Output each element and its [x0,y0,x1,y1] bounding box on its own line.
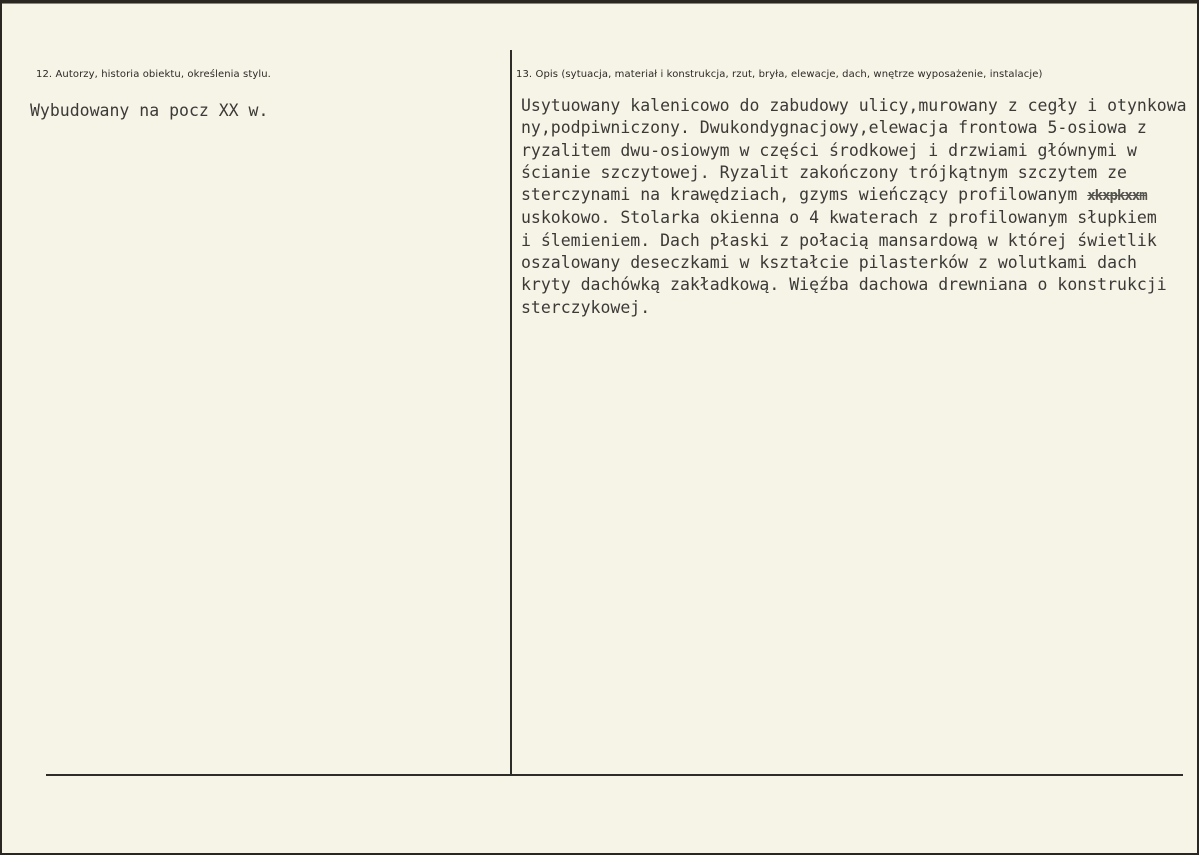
horizontal-divider [46,774,1183,776]
section-13-header: 13. Opis (sytuacja, materiał i konstrukcja, rzut, bryła, elewacje, dach, wnętrze wyposażenie, instalacje) [516,69,1043,80]
text-line: i ślemieniem. Dach płaski z połacią mansardową w której świetlik [521,230,1157,250]
text-line: kryty dachówką zakładkową. Więźba dachowa drewniana o konstrukcji [521,275,1167,295]
struck-out-text: xkxpkxxm [1087,188,1147,205]
section-13-text [521,95,1187,319]
form-card [2,3,1197,853]
section-12-header: 12. Autorzy, historia obiektu, określenia stylu. [36,69,271,80]
section-12-text: Wybudowany na pocz XX w. [30,101,269,120]
text-line: ryzalitem dwu-osiowym w części środkowej i drzwiami głównymi w [521,140,1137,160]
vertical-divider [510,50,512,776]
text-line: ny,podpiwniczony. Dwukondygnacjowy,elewacja frontowa 5-osiowa z [521,118,1147,138]
text-line: ścianie szczytowej. Ryzalit zakończony trójkątnym szczytem ze [521,162,1127,182]
text-line: Usytuowany kalenicowo do zabudowy ulicy,murowany z cegły i otynkowa [521,96,1187,115]
text-line: sterczynami na krawędziach, gzyms wieńczący profilowanym [521,185,1078,205]
text-line: uskokowo. Stolarka okienna o 4 kwaterach z profilowanym słupkiem [521,208,1157,228]
text-line: sterczykowej. [521,297,651,317]
section-13 [513,4,1197,774]
text-line: oszalowany deseczkami w kształcie pilasterków z wolutkami dach [521,253,1137,273]
section-12 [2,4,510,774]
